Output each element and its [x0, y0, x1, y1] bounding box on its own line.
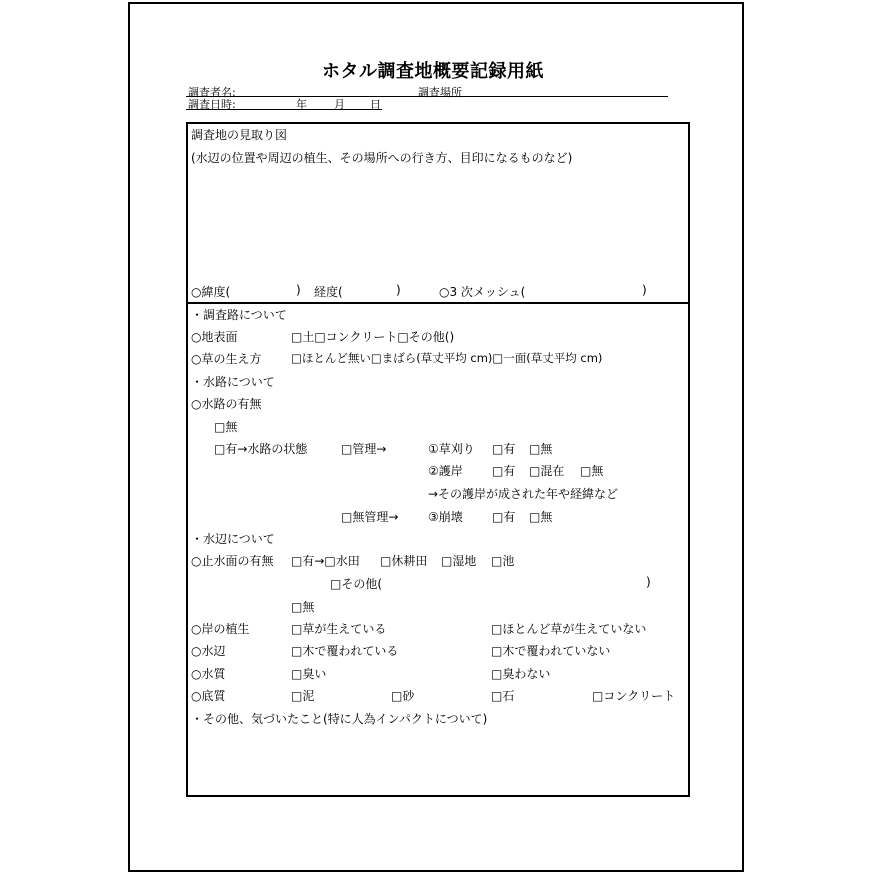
day-label: 日: [370, 98, 381, 111]
surveyor-underline: [186, 96, 668, 97]
date-label: 調査日時:: [188, 98, 236, 111]
bottom-label: ○底質: [191, 689, 226, 703]
mowing-no-checkbox[interactable]: □無: [529, 442, 553, 456]
grass-options[interactable]: □ほとんど無い□まばら(草丈平均 cm)□一面(草丈平均 cm): [291, 351, 603, 365]
bottom-stone-checkbox[interactable]: □石: [491, 689, 515, 703]
revetment-no-checkbox[interactable]: □無: [580, 464, 604, 478]
bottom-mud-checkbox[interactable]: □泥: [291, 689, 315, 703]
year-label: 年: [296, 98, 307, 111]
bottom-concrete-checkbox[interactable]: □コンクリート: [592, 689, 676, 703]
revetment-yes-checkbox[interactable]: □有: [492, 464, 516, 478]
longitude-label: 経度(: [314, 285, 343, 299]
mesh-label: ○3 次メッシュ(: [439, 285, 526, 299]
still-water-label: ○止水面の有無: [191, 554, 274, 568]
revetment-label: ②護岸: [428, 464, 463, 478]
mowing-label: ①草刈り: [428, 442, 475, 456]
other-close: ): [646, 575, 651, 589]
surface-options[interactable]: □土□コンクリート□その他(): [291, 330, 455, 344]
latitude-label: ○緯度(: [191, 285, 231, 299]
date-underline: [186, 109, 382, 110]
waterway-heading: ・水路について: [191, 375, 275, 389]
waterside-heading: ・水辺について: [191, 532, 275, 546]
bottom-sand-checkbox[interactable]: □砂: [391, 689, 415, 703]
revetment-mixed-checkbox[interactable]: □混在: [529, 464, 565, 478]
path-heading: ・調査路について: [191, 308, 287, 322]
wetland-checkbox[interactable]: □湿地: [441, 554, 477, 568]
unmanaged-checkbox[interactable]: □無管理→: [341, 510, 399, 524]
latitude-close: ): [296, 283, 301, 297]
fallow-checkbox[interactable]: □休耕田: [380, 554, 428, 568]
waterway-presence-label: ○水路の有無: [191, 397, 262, 411]
waterway-yes-checkbox[interactable]: □有→水路の状態: [214, 442, 308, 456]
edge-uncovered-checkbox[interactable]: □木で覆われていない: [491, 644, 611, 658]
revetment-note: →その護岸が成された年や経緯など: [428, 487, 619, 501]
grass-label: ○草の生え方: [191, 352, 262, 366]
quality-nosmell-checkbox[interactable]: □臭わない: [491, 667, 551, 681]
pond-checkbox[interactable]: □池: [491, 554, 515, 568]
location-label: 調査場所: [418, 86, 462, 99]
shore-grass-checkbox[interactable]: □草が生えている: [291, 622, 387, 636]
mowing-yes-checkbox[interactable]: □有: [492, 442, 516, 456]
notes-heading: ・その他、気づいたこと(特に人為インパクトについて): [191, 712, 488, 726]
surface-label: ○地表面: [191, 330, 238, 344]
shore-nograss-checkbox[interactable]: □ほとんど草が生えていない: [491, 622, 647, 636]
other-checkbox[interactable]: □その他(: [330, 577, 383, 591]
quality-label: ○水質: [191, 667, 226, 681]
quality-smelly-checkbox[interactable]: □臭い: [291, 667, 327, 681]
shore-label: ○岸の植生: [191, 622, 250, 636]
form-title: ホタル調査地概要記録用紙: [322, 61, 544, 82]
mesh-close: ): [642, 283, 647, 297]
month-label: 月: [334, 98, 345, 111]
edge-label: ○水辺: [191, 644, 226, 658]
waterway-none-checkbox[interactable]: □無: [214, 420, 238, 434]
still-yes-paddy-checkbox[interactable]: □有→□水田: [291, 554, 360, 568]
map-instruction: (水辺の位置や周辺の植生、その場所への行き方、目印になるものなど): [191, 151, 573, 165]
longitude-close: ): [396, 283, 401, 297]
edge-covered-checkbox[interactable]: □木で覆われている: [291, 644, 399, 658]
surveyor-label: 調査者名:: [188, 86, 236, 99]
map-heading: 調査地の見取り図: [191, 128, 288, 142]
collapse-yes-checkbox[interactable]: □有: [492, 510, 516, 524]
collapse-no-checkbox[interactable]: □無: [529, 510, 553, 524]
managed-checkbox[interactable]: □管理→: [341, 442, 387, 456]
still-no-checkbox[interactable]: □無: [291, 600, 315, 614]
collapse-label: ③崩壊: [428, 510, 463, 524]
